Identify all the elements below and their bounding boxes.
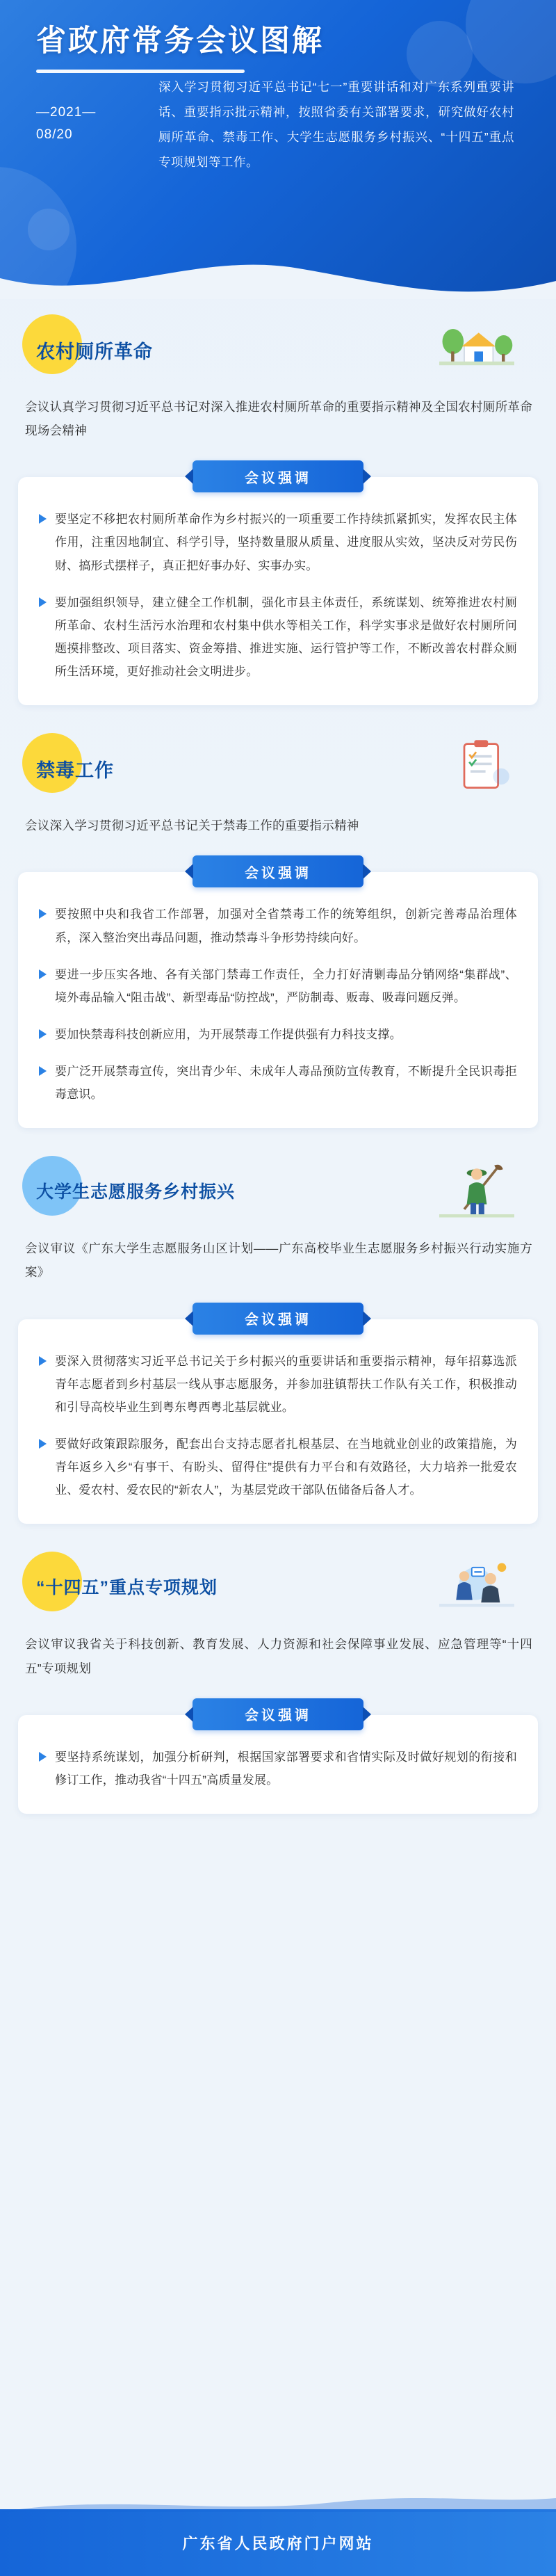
- emphasis-card-wrap: [18, 1303, 538, 1524]
- bullet-text: 要进一步压实各地、各有关部门禁毒工作责任，全力打好清剿毒品分销网络“集群战”、境外毒品输入“阻击战”、新型毒品“防控战”，严防制毒、贩毒、吸毒问题反弹。: [55, 967, 517, 1004]
- emphasis-banner: 会议强调: [193, 855, 363, 887]
- section-title: 大学生志愿服务乡村振兴: [36, 1182, 236, 1202]
- bottom-spacer: [0, 1814, 556, 1842]
- clipboard-check-icon: [439, 734, 514, 798]
- bullet-item: [39, 1746, 517, 1792]
- date-badge: [36, 102, 96, 147]
- section-description: 会议审议《广东大学生志愿服务山区计划——广东高校毕业生志愿服务乡村振兴行动实施方案》: [25, 1241, 532, 1280]
- triangle-bullet-icon: [39, 514, 47, 524]
- section-description: 会议深入学习贯彻习近平总书记关于禁毒工作的重要指示精神: [25, 819, 359, 833]
- emphasis-card-wrap: [18, 1698, 538, 1814]
- bullet-item: [39, 1350, 517, 1419]
- date-year: —2021—: [36, 105, 97, 120]
- section-title: “十四五”重点专项规划: [36, 1578, 218, 1598]
- section-description: 会议认真学习贯彻习近平总书记对深入推进农村厕所革命的重要指示精神及全国农村厕所革命现场会精神: [25, 400, 532, 438]
- bullet-text: 要加强组织领导，建立健全工作机制，强化市县主体责任，系统谋划、统筹推进农村厕所革命、农村生活污水治理和农村集中供水等相关工作，科学实事求是做好农村厕所问题摸排整改、项目落实、资金筹措、推进实施、运行管护等工作，不断改善农村群众厕所生活环境，更好推动社会文明进步。: [55, 595, 517, 679]
- title-block: [0, 0, 556, 73]
- bullet-item: [39, 1023, 517, 1046]
- triangle-bullet-icon: [39, 597, 47, 607]
- emphasis-card-wrap: [18, 460, 538, 705]
- emphasis-card: [18, 872, 538, 1128]
- section-header: [18, 1554, 538, 1621]
- bullet-item: [39, 963, 517, 1009]
- triangle-bullet-icon: [39, 1066, 47, 1076]
- section-header: [18, 736, 538, 803]
- bullet-item: [39, 508, 517, 577]
- emphasis-card: [18, 1319, 538, 1524]
- emphasis-banner: 会议强调: [193, 460, 363, 492]
- section-title: 农村厕所革命: [36, 341, 153, 362]
- bullet-text: 要做好政策跟踪服务，配套出台支持志愿者扎根基层、在当地就业创业的政策措施，为青年返乡入乡“有事干、有盼头、留得住”提供有力平台和有效路径，大力培养一批爱农业、爱农村、爱农民的“新农人”，为基层党政干部队伍储备后备人才。: [55, 1438, 517, 1497]
- bullet-text: 要加快禁毒科技创新应用，为开展禁毒工作提供强有力科技支撑。: [55, 1027, 402, 1041]
- section-college-volunteer: [0, 1159, 556, 1524]
- section-anti-drug-work: [0, 736, 556, 1128]
- header-wave-decoration: [0, 238, 556, 299]
- triangle-bullet-icon: [39, 969, 47, 979]
- planning-people-icon: [439, 1553, 514, 1617]
- date-day: 08/20: [36, 127, 73, 143]
- triangle-bullet-icon: [39, 909, 47, 919]
- bullet-text: 要深入贯彻落实习近平总书记关于乡村振兴的重要讲话和重要指示精神，每年招募选派青年志愿者到乡村基层一线从事志愿服务，并参加驻镇帮扶工作队有关工作，积极推动和引导高校毕业生到粤东粤西粤北基层就业。: [55, 1354, 517, 1414]
- header: [0, 0, 556, 299]
- section-header: [18, 1159, 538, 1225]
- title-underline: [36, 70, 245, 73]
- section-rural-toilet-revolution: [0, 317, 556, 705]
- page-title: 省政府常务会议图解: [36, 24, 324, 58]
- bullet-item: [39, 1060, 517, 1106]
- house-tree-icon: [439, 316, 514, 380]
- bullet-item: [39, 903, 517, 949]
- section-header: [18, 317, 538, 384]
- footer-text: 广东省人民政府门户网站: [182, 2534, 374, 2552]
- emphasis-banner: 会议强调: [193, 1303, 363, 1335]
- triangle-bullet-icon: [39, 1439, 47, 1449]
- emphasis-banner: 会议强调: [193, 1698, 363, 1730]
- bullet-text: 要坚定不移把农村厕所革命作为乡村振兴的一项重要工作持续抓紧抓实，发挥农民主体作用，注重因地制宜、科学引导，坚持数量服从质量、进度服从实效，坚决反对劳民伤财、搞形式摆样子，真正把好事办好、实事办实。: [55, 513, 517, 572]
- section-description: 会议审议我省关于科技创新、教育发展、人力资源和社会保障事业发展、应急管理等“十四五”专项规划: [25, 1637, 532, 1675]
- triangle-bullet-icon: [39, 1029, 47, 1039]
- triangle-bullet-icon: [39, 1752, 47, 1762]
- bullet-item: [39, 1433, 517, 1502]
- bullet-item: [39, 591, 517, 684]
- footer-wave-decoration: [0, 2491, 556, 2512]
- bullet-text: 要广泛开展禁毒宣传，突出青少年、未成年人毒品预防宣传教育，不断提升全民识毒拒毒意识。: [55, 1065, 517, 1102]
- bullet-text: 要按照中央和我省工作部署，加强对全省禁毒工作的统筹组织，创新完善毒品治理体系，深入整治突出毒品问题，推动禁毒斗争形势持续向好。: [55, 908, 517, 944]
- section-title: 禁毒工作: [36, 760, 114, 782]
- emphasis-card: [18, 477, 538, 705]
- footer: [0, 2509, 556, 2576]
- volunteer-farmer-icon: [439, 1157, 514, 1221]
- bullet-text: 要坚持系统谋划，加强分析研判，根据国家部署要求和省情实际及时做好规划的衔接和修订工作，推动我省“十四五”高质量发展。: [55, 1750, 517, 1787]
- intro-paragraph: 深入学习贯彻习近平总书记“七一”重要讲话和对广东系列重要讲话、重要指示批示精神，按照省委有关部署要求，研究做好农村厕所革命、禁毒工作、大学生志愿服务乡村振兴、“十四五”重点专项规划等工作。: [158, 80, 514, 169]
- section-14th-five-year-plan: [0, 1554, 556, 1814]
- emphasis-card-wrap: [18, 855, 538, 1128]
- triangle-bullet-icon: [39, 1356, 47, 1366]
